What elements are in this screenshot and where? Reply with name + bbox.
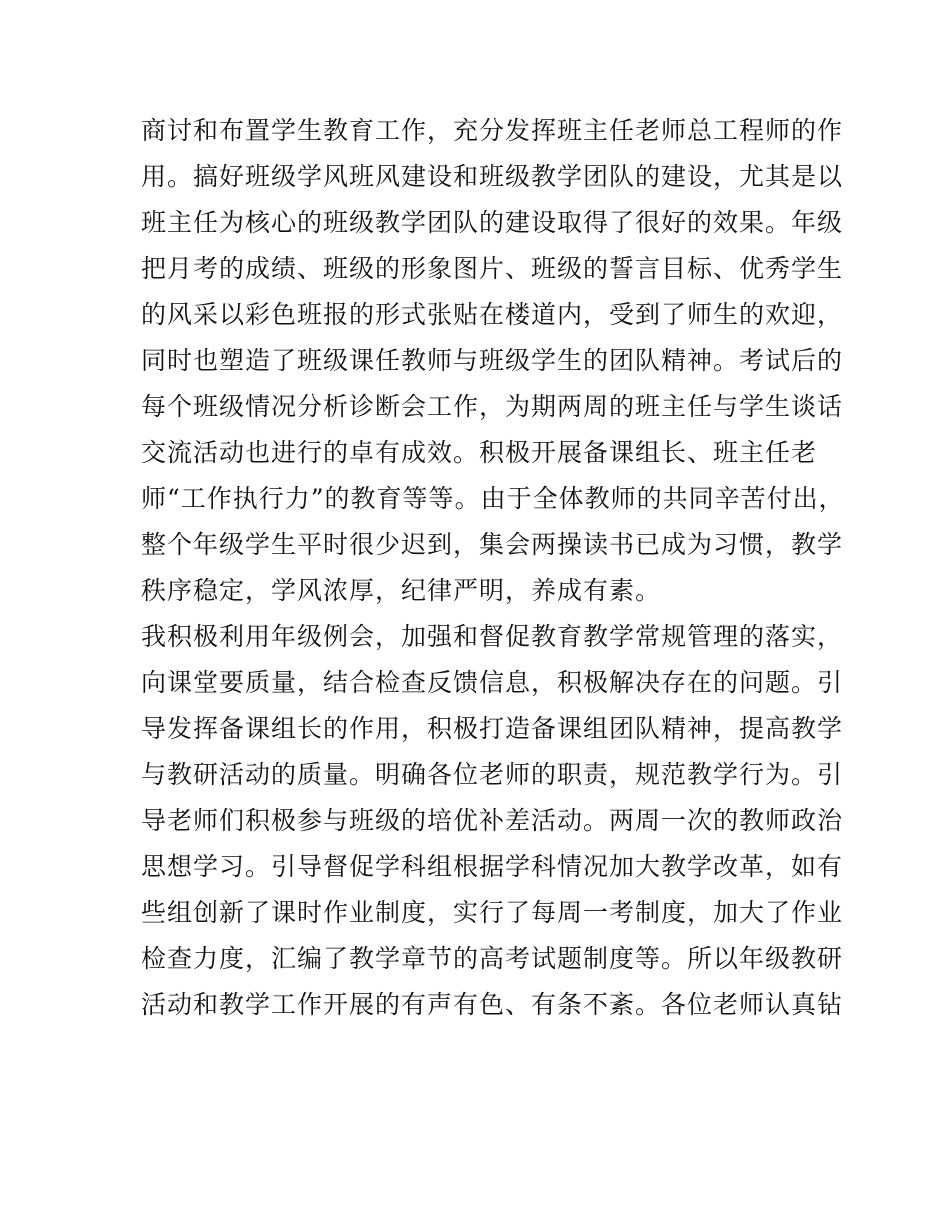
text-line: 活动和教学工作开展的有声有色、有条不紊。各位老师认真钻	[141, 990, 844, 1019]
text-line: 整个年级学生平时很少迟到，集会两操读书已成为习惯，教学	[141, 530, 844, 559]
text-line: 同时也塑造了班级课任教师与班级学生的团队精神。考试后的	[141, 346, 844, 375]
text-line: 把月考的成绩、班级的形象图片、班级的誓言目标、优秀学生	[141, 254, 844, 283]
text-line: 用。搞好班级学风班风建设和班级教学团队的建设，尤其是以	[141, 162, 844, 191]
text-line: 与教研活动的质量。明确各位老师的职责，规范教学行为。引	[141, 760, 844, 789]
text-line: 检查力度，汇编了教学章节的高考试题制度等。所以年级教研	[141, 944, 844, 973]
text-line: 我积极利用年级例会，加强和督促教育教学常规管理的落实，	[141, 622, 844, 651]
text-line: 交流活动也进行的卓有成效。积极开展备课组长、班主任老	[141, 438, 818, 467]
text-line: 的风采以彩色班报的形式张贴在楼道内，受到了师生的欢迎，	[141, 300, 844, 329]
document-body	[141, 108, 845, 1028]
text-line: 秩序稳定，学风浓厚，纪律严明，养成有素。	[141, 576, 662, 605]
text-line: 商讨和布置学生教育工作，充分发挥班主任老师总工程师的作	[141, 116, 844, 145]
text-line: 每个班级情况分析诊断会工作，为期两周的班主任与学生谈话	[141, 392, 844, 421]
text-line: 班主任为核心的班级教学团队的建设取得了很好的效果。年级	[141, 208, 844, 237]
text-line: 导发挥备课组长的作用，积极打造备课组团队精神，提高教学	[141, 714, 844, 743]
text-line: 导老师们积极参与班级的培优补差活动。两周一次的教师政治	[141, 806, 844, 835]
text-line: 些组创新了课时作业制度，实行了每周一考制度，加大了作业	[141, 898, 844, 927]
text-line: 向课堂要质量，结合检查反馈信息，积极解决存在的问题。引	[141, 668, 844, 697]
text-line: 思想学习。引导督促学科组根据学科情况加大教学改革，如有	[141, 852, 844, 881]
text-line: 师“工作执行力”的教育等等。由于全体教师的共同辛苦付出，	[141, 484, 845, 513]
